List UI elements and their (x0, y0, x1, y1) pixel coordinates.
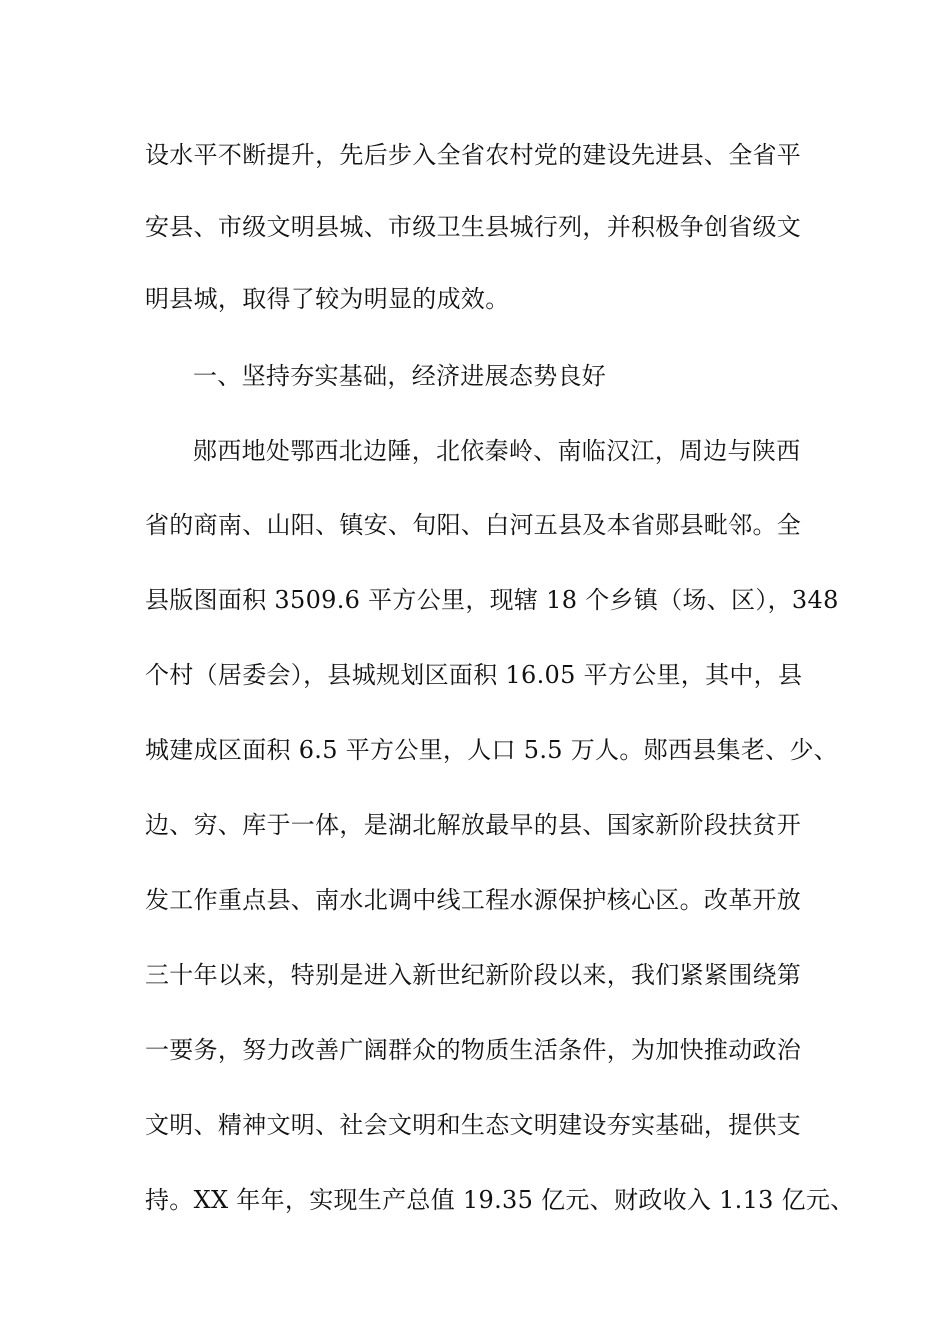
text-line: 文明、精神文明、社会文明和生态文明建设夯实基础，提供支 (145, 1111, 802, 1139)
text-line: 持。XX 年年，实现生产总值 19.35 亿元、财政收入 1.13 亿元、 (145, 1186, 855, 1214)
text-line: 一要务，努力改善广阔群众的物质生活条件，为加快推动政治 (145, 1036, 802, 1064)
text-line: 个村（居委会），县城规划区面积 16.05 平方公里，其中，县 (145, 661, 803, 689)
text-line: 安县、市级文明县城、市级卫生县城行列，并积极争创省级文 (145, 213, 802, 241)
text-line: 设水平不断提升，先后步入全省农村党的建设先进县、全省平 (145, 141, 802, 169)
text-line: 三十年以来，特别是进入新世纪新阶段以来，我们紧紧围绕第 (145, 961, 802, 989)
text-line: 发工作重点县、南水北调中线工程水源保护核心区。改革开放 (145, 886, 802, 914)
text-line: 边、穷、库于一体，是湖北解放最早的县、国家新阶段扶贫开 (145, 811, 802, 839)
text-line: 县版图面积 3509.6 平方公里，现辖 18 个乡镇（场、区），348 (145, 586, 839, 614)
paragraph-first-line: 郧西地处鄂西北边陲，北依秦岭、南临汉江，周边与陕西 (193, 437, 801, 465)
text-line: 明县城，取得了较为明显的成效。 (145, 285, 510, 313)
section-heading: 一、坚持夯实基础，经济进展态势良好 (193, 362, 607, 390)
text-line: 城建成区面积 6.5 平方公里，人口 5.5 万人。郧西县集老、少、 (145, 736, 839, 764)
text-line: 省的商南、山阳、镇安、旬阳、白河五县及本省郧县毗邻。全 (145, 511, 802, 539)
